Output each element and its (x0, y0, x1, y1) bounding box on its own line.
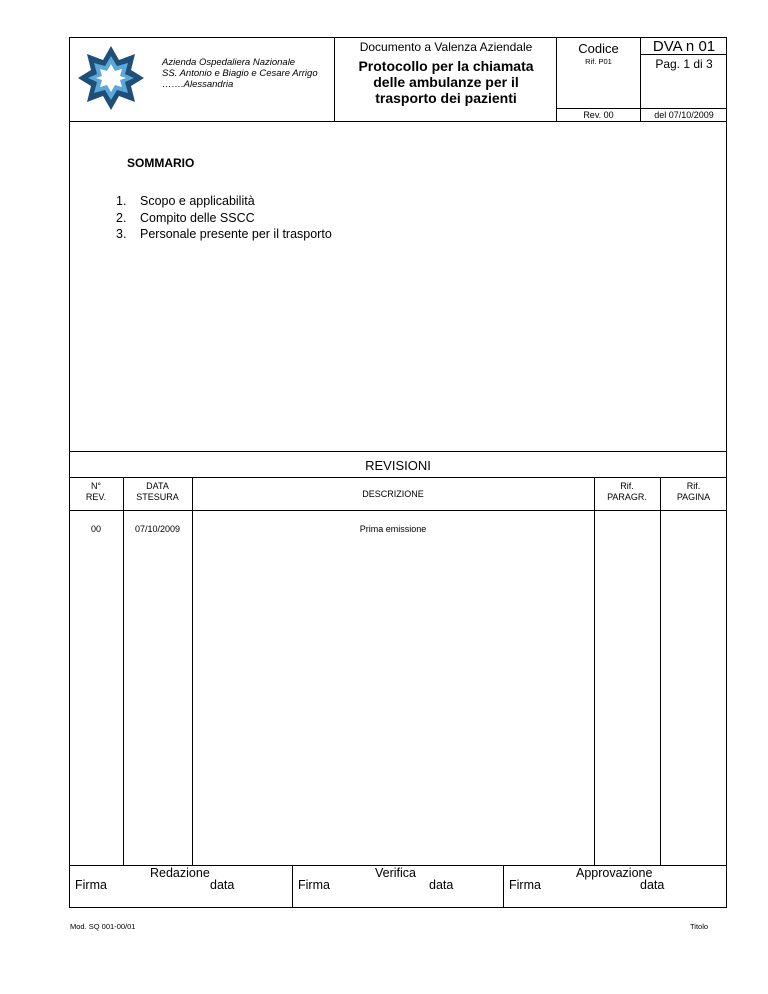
col-sep-1 (123, 477, 124, 865)
doc-title-line-2: delle ambulanze per il (373, 74, 519, 90)
revision-cell-date: 07/10/2009 (134, 524, 181, 534)
firma-label-verifica: Firma (298, 878, 330, 892)
col-header-pagina (660, 481, 727, 503)
revisions-title: REVISIONI (365, 458, 431, 473)
col-header-desc: DESCRIZIONE (362, 489, 424, 499)
revisions-title-line (69, 477, 727, 478)
col-header-date (123, 481, 192, 503)
org-line-1: Azienda Ospedaliera Nazionale (162, 57, 296, 68)
col-header-paragr (594, 481, 660, 503)
col-header-paragr-line2: PARAGR. (607, 492, 647, 502)
hospital-logo (76, 44, 146, 112)
summary-item-text: Compito delle SSCC (140, 210, 255, 225)
data-label-verifica: data (429, 878, 454, 892)
col-sep-2 (192, 477, 193, 865)
footer-title: Titolo (690, 922, 709, 931)
header-divider-logo (334, 37, 335, 121)
signature-sep-2 (503, 865, 504, 908)
page-label: Pag. 1 di 3 (655, 57, 713, 71)
summary-item-text: Scopo e applicabilità (140, 194, 255, 208)
signature-sep-1 (292, 865, 293, 908)
redazione-label: Redazione (150, 866, 210, 880)
org-line-3: …….Alessandria (162, 79, 234, 90)
col-header-pagina-line2: PAGINA (676, 492, 711, 502)
doc-title (336, 58, 556, 106)
footer-model: Mod. SQ 001-00/01 (70, 922, 136, 931)
firma-label-approvazione: Firma (509, 878, 541, 892)
col-header-date-line2: STESURA (136, 492, 179, 502)
verifica-label: Verifica (375, 866, 416, 880)
rif-label: Rif. P01 (585, 57, 612, 66)
data-label-approvazione: data (640, 878, 665, 892)
summary-item (116, 226, 332, 243)
approvazione-label: Approvazione (576, 866, 653, 880)
org-name (162, 57, 318, 90)
revisions-top-line (69, 451, 727, 452)
summary-item (116, 193, 332, 210)
summary-item-num: 2. (116, 210, 127, 225)
org-line-2: SS. Antonio e Biagio e Cesare Arrigo (162, 68, 318, 79)
col-sep-3 (594, 477, 595, 865)
firma-label-redazione: Firma (75, 878, 107, 892)
summary-item-num: 1. (116, 194, 127, 208)
revision-cell-desc: Prima emissione (359, 524, 427, 534)
col-header-rev-line2: REV. (85, 492, 107, 502)
col-header-rev-line1: N° (90, 481, 102, 491)
doc-title-line-1: Protocollo per la chiamata (358, 58, 534, 74)
summary-item-num: 3. (116, 227, 127, 241)
codice-label: Codice (578, 41, 619, 56)
col-header-paragr-line1: Rif. (620, 481, 634, 491)
summary-item (116, 210, 332, 227)
summary-item-text: Personale presente per il trasporto (140, 227, 332, 241)
header-bottom-line (69, 121, 727, 122)
data-label-redazione: data (210, 878, 235, 892)
col-sep-4 (660, 477, 661, 865)
rev-label: Rev. 00 (583, 110, 614, 120)
col-header-date-line1: DATA (146, 481, 169, 491)
doc-type: Documento a Valenza Aziendale (359, 40, 533, 54)
codice-value: DVA n 01 (652, 38, 716, 55)
header-rev-topline (556, 108, 727, 109)
revisions-header-line (69, 510, 727, 511)
date-label: del 07/10/2009 (654, 110, 714, 120)
summary-list (116, 193, 332, 243)
doc-title-line-3: trasporto dei pazienti (375, 90, 517, 106)
col-header-pagina-line1: Rif. (686, 481, 701, 491)
col-header-rev (69, 481, 123, 503)
revision-cell-rev: 00 (90, 524, 101, 534)
summary-title: SOMMARIO (127, 156, 195, 170)
